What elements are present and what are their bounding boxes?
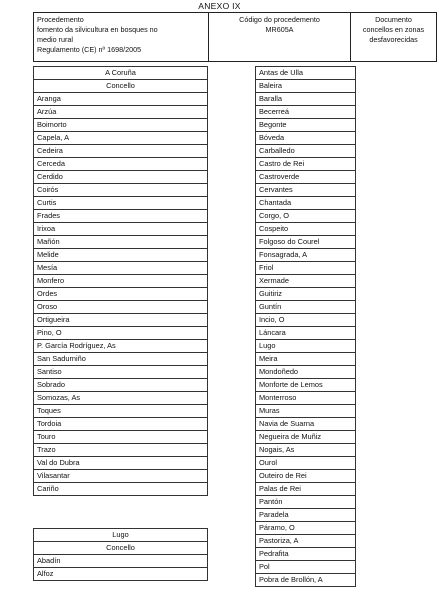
municipality-cell: Mesía: [34, 262, 208, 275]
municipality-cell: Capela, A: [34, 132, 208, 145]
table-row: [256, 223, 356, 236]
municipality-cell: Pol: [256, 561, 356, 574]
municipality-cell: P. García Rodríguez, As: [34, 340, 208, 353]
table-row: [34, 470, 208, 483]
coruna-municipality-table: [33, 66, 208, 496]
municipality-cell: Castroverde: [256, 171, 356, 184]
table-row: [34, 379, 208, 392]
municipality-cell: Melide: [34, 249, 208, 262]
table-row: [34, 366, 208, 379]
table-row: [34, 197, 208, 210]
table-row: [256, 288, 356, 301]
document-cell: [351, 13, 436, 61]
municipality-cell: Cospeito: [256, 223, 356, 236]
municipality-cell: Folgoso do Courel: [256, 236, 356, 249]
table-row: [256, 301, 356, 314]
municipality-cell: Bóveda: [256, 132, 356, 145]
municipality-cell: Ortigueira: [34, 314, 208, 327]
municipality-cell: Abadín: [34, 555, 208, 568]
table-row: [34, 288, 208, 301]
municipality-cell: Monfero: [34, 275, 208, 288]
municipality-cell: Ordes: [34, 288, 208, 301]
municipality-cell: Begonte: [256, 119, 356, 132]
municipality-cell: Frades: [34, 210, 208, 223]
table-row: [34, 405, 208, 418]
municipality-cell: Navia de Suarna: [256, 418, 356, 431]
municipality-cell: Ourol: [256, 457, 356, 470]
table-row: [256, 353, 356, 366]
table-row: [34, 184, 208, 197]
table-row: [256, 470, 356, 483]
table-row: [34, 542, 208, 555]
table-row: [256, 119, 356, 132]
municipality-cell: Vilasantar: [34, 470, 208, 483]
table-row: [256, 210, 356, 223]
table-row: [256, 158, 356, 171]
municipality-cell: Palas de Rei: [256, 483, 356, 496]
table-row: [34, 327, 208, 340]
municipality-cell: Pino, O: [34, 327, 208, 340]
municipality-cell: San Sadurniño: [34, 353, 208, 366]
table-row: [34, 145, 208, 158]
table-row: [256, 314, 356, 327]
municipality-cell: Nogais, As: [256, 444, 356, 457]
municipality-cell: Touro: [34, 431, 208, 444]
municipality-cell: Mañón: [34, 236, 208, 249]
municipality-cell: Val do Dubra: [34, 457, 208, 470]
municipality-cell: Castro de Rei: [256, 158, 356, 171]
table-row: [256, 522, 356, 535]
municipality-cell: Pantón: [256, 496, 356, 509]
table-row: [34, 418, 208, 431]
table-row: [256, 535, 356, 548]
table-row: [34, 236, 208, 249]
table-row: [34, 275, 208, 288]
procedure-code-label: Código do procedemento: [239, 15, 320, 24]
table-row: [256, 275, 356, 288]
table-row: [34, 314, 208, 327]
municipality-cell: Guitiriz: [256, 288, 356, 301]
table-row: [34, 529, 208, 542]
column-heading: Concello: [34, 80, 208, 93]
municipality-cell: Baleira: [256, 80, 356, 93]
table-row: [34, 392, 208, 405]
municipality-cell: Friol: [256, 262, 356, 275]
municipality-cell: Monforte de Lemos: [256, 379, 356, 392]
municipality-cell: Boimorto: [34, 119, 208, 132]
municipality-cell: Paradela: [256, 509, 356, 522]
table-row: [34, 80, 208, 93]
municipality-cell: Baralla: [256, 93, 356, 106]
table-row: [256, 340, 356, 353]
column-heading: Concello: [34, 542, 208, 555]
municipality-cell: Trazo: [34, 444, 208, 457]
table-row: [256, 145, 356, 158]
table-row: [256, 262, 356, 275]
municipality-cell: Meira: [256, 353, 356, 366]
procedure-title-line: fomento da silvicultura en bosques no: [37, 25, 158, 34]
municipality-cell: Santiso: [34, 366, 208, 379]
table-row: [256, 444, 356, 457]
table-row: [256, 236, 356, 249]
table-row: [256, 80, 356, 93]
municipality-cell: Carballedo: [256, 145, 356, 158]
table-row: [34, 132, 208, 145]
table-row: [256, 431, 356, 444]
table-row: [256, 197, 356, 210]
municipality-cell: Negueira de Muñiz: [256, 431, 356, 444]
table-row: [34, 353, 208, 366]
municipality-cell: Lugo: [256, 340, 356, 353]
table-row: [256, 93, 356, 106]
table-row: [256, 496, 356, 509]
municipality-cell: Mondoñedo: [256, 366, 356, 379]
table-row: [34, 93, 208, 106]
table-row: [256, 379, 356, 392]
table-row: [34, 483, 208, 496]
municipality-cell: Toques: [34, 405, 208, 418]
municipality-cell: Cariño: [34, 483, 208, 496]
procedure-code: MR605A: [265, 25, 294, 34]
table-row: [256, 548, 356, 561]
table-row: [34, 249, 208, 262]
municipality-cell: Fonsagrada, A: [256, 249, 356, 262]
municipality-cell: Pedrafita: [256, 548, 356, 561]
document-title-line: concellos en zonas: [362, 25, 425, 34]
table-row: [34, 67, 208, 80]
municipality-cell: Cervantes: [256, 184, 356, 197]
table-row: [256, 106, 356, 119]
document-title-line: desfavorecidas: [369, 35, 418, 44]
table-row: [34, 223, 208, 236]
municipality-cell: Coirós: [34, 184, 208, 197]
municipality-cell: Cerceda: [34, 158, 208, 171]
municipality-cell: Pobra de Brollón, A: [256, 574, 356, 587]
table-row: [34, 444, 208, 457]
table-row: [34, 301, 208, 314]
procedure-title-line: medio rural: [37, 35, 73, 44]
municipality-cell: Antas de Ulla: [256, 67, 356, 80]
municipality-cell: Corgo, O: [256, 210, 356, 223]
annex-title: ANEXO IX: [198, 1, 241, 11]
table-row: [34, 262, 208, 275]
municipality-cell: Sobrado: [34, 379, 208, 392]
municipality-cell: Tordoia: [34, 418, 208, 431]
municipality-cell: Becerreá: [256, 106, 356, 119]
municipality-cell: Arzúa: [34, 106, 208, 119]
municipality-cell: Cedeira: [34, 145, 208, 158]
table-row: [34, 119, 208, 132]
municipality-cell: Láncara: [256, 327, 356, 340]
table-row: [256, 457, 356, 470]
table-row: [256, 574, 356, 587]
procedure-regulation: Regulamento (CE) nº 1698/2005: [37, 45, 142, 54]
municipality-cell: Cerdido: [34, 171, 208, 184]
procedure-header: [33, 12, 437, 62]
municipality-cell: Pastoriza, A: [256, 535, 356, 548]
table-row: [256, 327, 356, 340]
municipality-cell: Alfoz: [34, 568, 208, 581]
document-label: Documento: [375, 15, 412, 24]
municipality-cell: Xermade: [256, 275, 356, 288]
province-name: A Coruña: [34, 67, 208, 80]
table-row: [256, 392, 356, 405]
procedure-description-cell: [34, 13, 209, 61]
procedure-code-cell: [209, 13, 351, 61]
municipality-cell: Outeiro de Rei: [256, 470, 356, 483]
table-row: [256, 483, 356, 496]
procedure-label: Procedemento: [37, 15, 84, 24]
municipality-cell: Incio, O: [256, 314, 356, 327]
table-row: [256, 418, 356, 431]
table-row: [256, 366, 356, 379]
municipality-cell: Chantada: [256, 197, 356, 210]
table-row: [34, 568, 208, 581]
table-row: [34, 158, 208, 171]
table-row: [256, 561, 356, 574]
table-row: [256, 171, 356, 184]
lugo-continued-municipality-table: [255, 66, 356, 587]
table-row: [256, 405, 356, 418]
municipality-cell: Páramo, O: [256, 522, 356, 535]
municipality-cell: Somozas, As: [34, 392, 208, 405]
municipality-cell: Irixoa: [34, 223, 208, 236]
municipality-cell: Curtis: [34, 197, 208, 210]
table-row: [256, 509, 356, 522]
table-row: [256, 249, 356, 262]
municipality-cell: Muras: [256, 405, 356, 418]
table-row: [34, 106, 208, 119]
table-row: [34, 340, 208, 353]
municipality-cell: Guntín: [256, 301, 356, 314]
municipality-cell: Oroso: [34, 301, 208, 314]
municipality-cell: Monterroso: [256, 392, 356, 405]
table-row: [34, 171, 208, 184]
table-row: [34, 555, 208, 568]
table-row: [256, 184, 356, 197]
municipality-cell: Aranga: [34, 93, 208, 106]
table-row: [256, 67, 356, 80]
table-row: [256, 132, 356, 145]
table-row: [34, 431, 208, 444]
lugo-municipality-table: [33, 528, 208, 581]
province-name: Lugo: [34, 529, 208, 542]
table-row: [34, 210, 208, 223]
table-row: [34, 457, 208, 470]
